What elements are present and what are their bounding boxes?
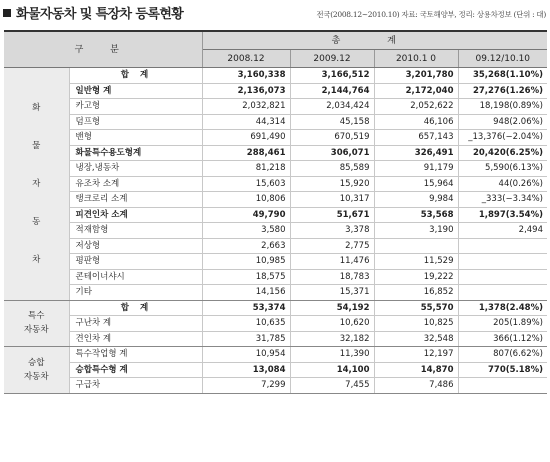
value-cell: 44(0.26%) [458,176,547,192]
row-label: 탱크로리 소계 [69,192,202,208]
value-cell: 53,568 [374,207,458,223]
value-cell: 2,144,764 [290,83,374,99]
group-label-special [4,300,69,347]
value-cell: 11,529 [374,254,458,270]
value-cell: 326,491 [374,145,458,161]
value-cell: 15,371 [290,285,374,301]
value-cell: 15,603 [202,176,290,192]
value-cell: 10,317 [290,192,374,208]
value-cell: 288,461 [202,145,290,161]
row-label: 구급차 [69,378,202,394]
value-cell: 18,198(0.89%) [458,99,547,115]
table-row [4,130,547,146]
value-cell: 3,378 [290,223,374,239]
row-label: 구난차 계 [69,316,202,332]
value-cell: 2,172,040 [374,83,458,99]
table-row [4,99,547,115]
row-label: 특수작업형 계 [69,347,202,363]
value-cell: 770(5.18%) [458,362,547,378]
value-cell: 657,143 [374,130,458,146]
row-label: 저상형 [69,238,202,254]
table-row [4,316,547,332]
title-row [0,0,550,26]
header-total: 총 계 [202,31,547,50]
title-text: 화물자동차 및 특장차 등록현황 [16,7,184,22]
value-cell: 1,897(3.54%) [458,207,547,223]
value-cell: 55,570 [374,300,458,316]
group-label-cargo [4,68,69,301]
value-cell: 14,100 [290,362,374,378]
table-row [4,285,547,301]
value-cell: 10,620 [290,316,374,332]
group-char: 물 [32,140,41,151]
header-gubun: 구 분 [4,31,202,68]
value-cell [458,285,547,301]
value-cell: 15,920 [290,176,374,192]
value-cell: 2,136,073 [202,83,290,99]
value-cell: 3,580 [202,223,290,239]
page-title [3,3,183,22]
value-cell: 3,201,780 [374,68,458,84]
value-cell: 12,197 [374,347,458,363]
group-line: 특수 [28,311,45,322]
value-cell: 15,964 [374,176,458,192]
value-cell: 10,635 [202,316,290,332]
value-cell: 10,954 [202,347,290,363]
value-cell: 807(6.62%) [458,347,547,363]
value-cell: 2,663 [202,238,290,254]
value-cell: 91,179 [374,161,458,177]
value-cell: 20,420(6.25%) [458,145,547,161]
value-cell: 2,032,821 [202,99,290,115]
table-row [4,207,547,223]
value-cell: 10,825 [374,316,458,332]
table-row [4,362,547,378]
value-cell: 11,476 [290,254,374,270]
row-label: 유조차 소계 [69,176,202,192]
value-cell: 7,299 [202,378,290,394]
table-row [4,114,547,130]
table-row [4,300,547,316]
header-date: 2009.12 [290,50,374,68]
value-cell: 3,166,512 [290,68,374,84]
value-cell: 85,589 [290,161,374,177]
table-row [4,269,547,285]
value-cell: 205(1.89%) [458,316,547,332]
group-char: 동 [32,216,41,227]
value-cell: 54,192 [290,300,374,316]
value-cell: 45,158 [290,114,374,130]
value-cell: 10,806 [202,192,290,208]
value-cell [458,269,547,285]
row-label: 카고형 [69,99,202,115]
value-cell: 9,984 [374,192,458,208]
group-line: 승합 [28,357,45,368]
row-label: 콘테이너샤시 [69,269,202,285]
value-cell [458,254,547,270]
value-cell: _333(−3.34%) [458,192,547,208]
value-cell [458,238,547,254]
value-cell: 7,486 [374,378,458,394]
header-date: 09.12/10.10 [458,50,547,68]
value-cell: 2,775 [290,238,374,254]
group-line: 자동차 [23,371,49,382]
value-cell: 19,222 [374,269,458,285]
group-label-combo [4,347,69,394]
value-cell: 366(1.12%) [458,331,547,347]
value-cell: 11,390 [290,347,374,363]
value-cell: 53,374 [202,300,290,316]
header-date: 2008.12 [202,50,290,68]
table-body [4,31,547,393]
table-row [4,347,547,363]
row-label: 평판형 [69,254,202,270]
row-label: 화물특수용도형계 [69,145,202,161]
value-cell [374,238,458,254]
table-row [4,192,547,208]
row-label: 적재함형 [69,223,202,239]
row-label: 기타 [69,285,202,301]
table-row [4,176,547,192]
row-label: 승합특수형 계 [69,362,202,378]
value-cell: 49,790 [202,207,290,223]
value-cell: 31,785 [202,331,290,347]
header-date: 2010.1 0 [374,50,458,68]
value-cell: 32,548 [374,331,458,347]
value-cell: 1,378(2.48%) [458,300,547,316]
group-char: 차 [32,254,41,265]
table-row [4,83,547,99]
value-cell: 35,268(1.10%) [458,68,547,84]
value-cell: _13,376(−2.04%) [458,130,547,146]
value-cell: 32,182 [290,331,374,347]
value-cell: 2,494 [458,223,547,239]
table-row [4,223,547,239]
source-note: 전국(2008.12~2010.10) 자료: 국토해양부, 정리: 상용차정보 (단위 : 대) [316,10,546,19]
value-cell: 3,190 [374,223,458,239]
row-label: 합 계 [69,68,202,84]
value-cell: 306,071 [290,145,374,161]
value-cell: 3,160,338 [202,68,290,84]
value-cell [458,378,547,394]
header-row-1 [4,31,547,50]
value-cell: 81,218 [202,161,290,177]
row-label: 밴형 [69,130,202,146]
value-cell: 44,314 [202,114,290,130]
value-cell: 5,590(6.13%) [458,161,547,177]
group-line: 자동차 [23,325,49,336]
row-label: 피견인차 소계 [69,207,202,223]
table-row [4,161,547,177]
row-label: 합 계 [69,300,202,316]
row-label: 덤프형 [69,114,202,130]
table-row [4,254,547,270]
table-row [4,68,547,84]
value-cell: 948(2.06%) [458,114,547,130]
registration-table [4,30,547,394]
value-cell: 7,455 [290,378,374,394]
group-char: 화 [32,102,41,113]
square-bullet-icon [3,9,11,17]
table-row [4,331,547,347]
value-cell: 2,034,424 [290,99,374,115]
value-cell: 18,575 [202,269,290,285]
table-row [4,238,547,254]
value-cell: 13,084 [202,362,290,378]
value-cell: 14,156 [202,285,290,301]
value-cell: 691,490 [202,130,290,146]
value-cell: 14,870 [374,362,458,378]
table-row [4,378,547,394]
value-cell: 16,852 [374,285,458,301]
group-char: 자 [32,178,41,189]
row-label: 냉장,냉동차 [69,161,202,177]
table-row [4,145,547,161]
value-cell: 670,519 [290,130,374,146]
value-cell: 27,276(1.26%) [458,83,547,99]
row-label: 일반형 계 [69,83,202,99]
value-cell: 18,783 [290,269,374,285]
value-cell: 2,052,622 [374,99,458,115]
value-cell: 10,985 [202,254,290,270]
value-cell: 46,106 [374,114,458,130]
value-cell: 51,671 [290,207,374,223]
row-label: 견인차 계 [69,331,202,347]
